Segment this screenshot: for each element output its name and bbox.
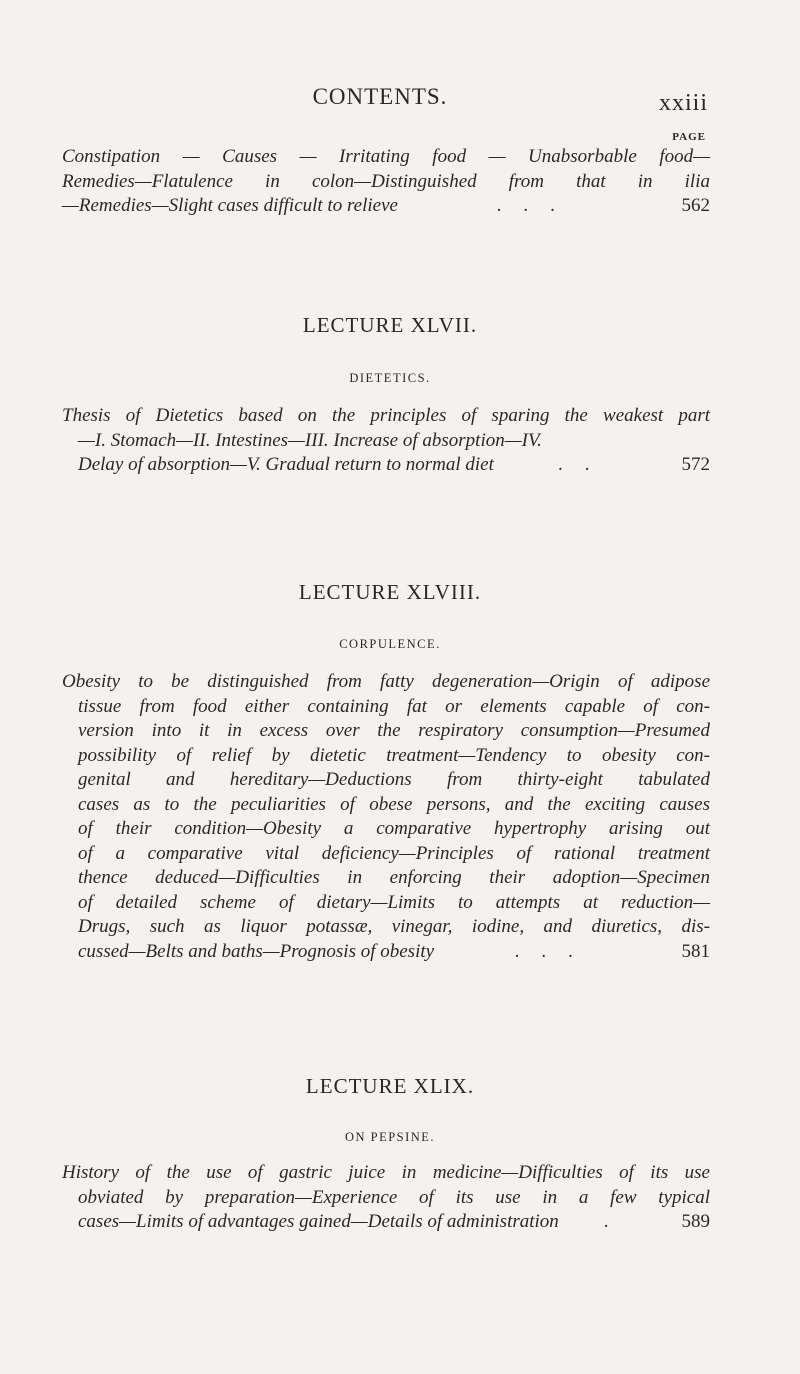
folio-number: xxiii — [658, 90, 708, 116]
lecture-title: LECTURE XLIX. — [305, 1074, 475, 1098]
page-ref: 562 — [681, 195, 710, 216]
leader-dots: ... — [514, 940, 595, 962]
toc-entry-constipation — [62, 145, 710, 219]
lecture-subject: DIETETICS. — [349, 371, 431, 385]
lecture-title: LECTURE XLVIII. — [298, 580, 482, 604]
entry-line: History of the use of gastric juice in medicine—Difficulties of its use — [62, 1162, 710, 1183]
entry-line: Constipation — Causes — Irritating food — Unabsorbable food— — [62, 146, 710, 167]
entry-line: of their condition—Obesity a comparative hypertrophy arising out — [78, 818, 710, 839]
entry-line: Thesis of Dietetics based on the principles of sparing the weakest part — [62, 405, 710, 426]
toc-entry-pepsine — [62, 1161, 710, 1235]
lecture-title: LECTURE XLVII. — [302, 313, 478, 337]
page-ref: 581 — [681, 940, 710, 962]
lecture-subject: ON PEPSINE. — [344, 1130, 436, 1144]
running-header — [0, 84, 800, 124]
toc-entry-dietetics — [62, 404, 710, 478]
entry-line-text: —Remedies—Slight cases difficult to relieve — [62, 195, 398, 216]
entry-line-last — [62, 453, 710, 478]
entry-line: possibility of relief by dietetic treatment—Tendency to obesity con- — [78, 744, 710, 766]
entry-line-last — [62, 940, 710, 965]
entry-line: version into it in excess over the respiratory consumption—Presumed — [78, 720, 710, 741]
running-title: CONTENTS. — [312, 84, 448, 109]
toc-entry-corpulence — [62, 670, 710, 964]
leader-dots: .. — [557, 454, 612, 475]
entry-line: genital and hereditary—Deductions from thirty-eight tabulated — [78, 769, 710, 790]
leader-dots: ... — [496, 195, 577, 216]
entry-line: obviated by preparation—Experience of its use in a few typical — [78, 1186, 710, 1208]
leader-dots: . — [603, 1211, 631, 1232]
entry-line-text: Delay of absorption—V. Gradual return to normal diet — [78, 454, 494, 475]
entry-line-text: cases—Limits of advantages gained—Details of administration — [78, 1211, 559, 1232]
entry-line: Drugs, such as liquor potassæ, vinegar, iodine, and diuretics, dis- — [78, 916, 710, 937]
entry-line-text: cussed—Belts and baths—Prognosis of obesity — [78, 940, 435, 962]
entry-line: thence deduced—Difficulties in enforcing their adoption—Specimen — [78, 867, 710, 888]
entry-line: cases as to the peculiarities of obese persons, and the exciting causes — [78, 793, 710, 815]
entry-line: tissue from food either containing fat or elements capable of con- — [78, 695, 710, 717]
entry-line: of detailed scheme of dietary—Limits to attempts at reduction— — [78, 891, 710, 913]
entry-line: Obesity to be distinguished from fatty degeneration—Origin of adipose — [62, 671, 710, 692]
page-ref: 589 — [681, 1211, 710, 1232]
page-ref: 572 — [681, 454, 710, 475]
entry-line: Remedies—Flatulence in colon—Distinguished from that in ilia — [62, 170, 710, 192]
page-column-label: PAGE — [672, 131, 706, 143]
entry-line-last — [62, 1210, 710, 1235]
lecture-subject: CORPULENCE. — [339, 637, 441, 651]
entry-line-last — [62, 194, 710, 219]
entry-line: —I. Stomach—II. Intestines—III. Increase of absorption—IV. — [78, 429, 542, 451]
entry-line: of a comparative vital deficiency—Principles of rational treatment — [78, 842, 710, 864]
